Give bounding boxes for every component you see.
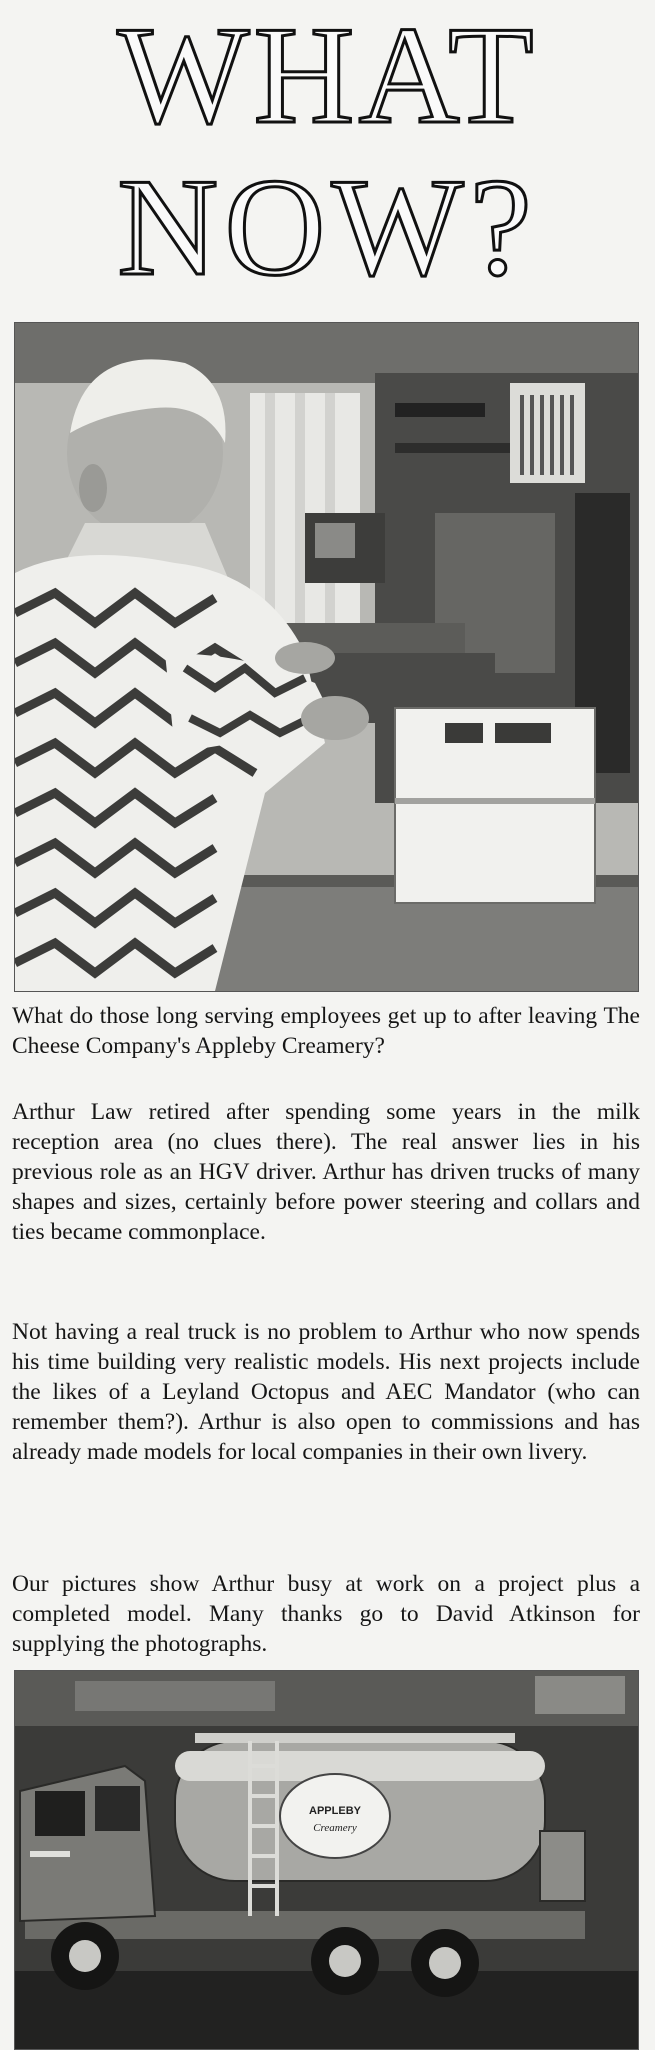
workshop-photo-illustration bbox=[15, 323, 638, 991]
intro-paragraph: What do those long serving employees get up to after leaving The Cheese Company's Appleby Creamery? bbox=[12, 1003, 640, 1059]
headline bbox=[0, 0, 655, 320]
body-paragraph-1: Arthur Law retired after spending some years in the milk reception area (no clues there). The real answer lies in his previous role as an HGV driver. Arthur has driven trucks of many shapes and sizes, certainly before power steering and collars and ties became commonplace. bbox=[12, 1099, 640, 1245]
workshop-photo bbox=[14, 322, 639, 992]
headline-line-2: NOW? bbox=[117, 150, 538, 305]
tank-logo-brand: APPLEBY bbox=[309, 1805, 361, 1817]
body-paragraph-3: Our pictures show Arthur busy at work on a project plus a completed model. Many thanks go to David Atkinson for supplying the photographs. bbox=[12, 1571, 640, 1657]
headline-line-1: WHAT bbox=[117, 0, 538, 153]
tank-logo-sub: Creamery bbox=[313, 1822, 357, 1834]
truck-model-photo bbox=[14, 1670, 639, 2050]
body-paragraph-2: Not having a real truck is no problem to Arthur who now spends his time building very realistic models. His next projects include the likes of a Leyland Octopus and AEC Mandator (who can remember them?). Arthur is also open to commissions and has already made models for local companies in their own livery. bbox=[12, 1319, 640, 1465]
tanker-truck-illustration bbox=[15, 1671, 638, 2049]
